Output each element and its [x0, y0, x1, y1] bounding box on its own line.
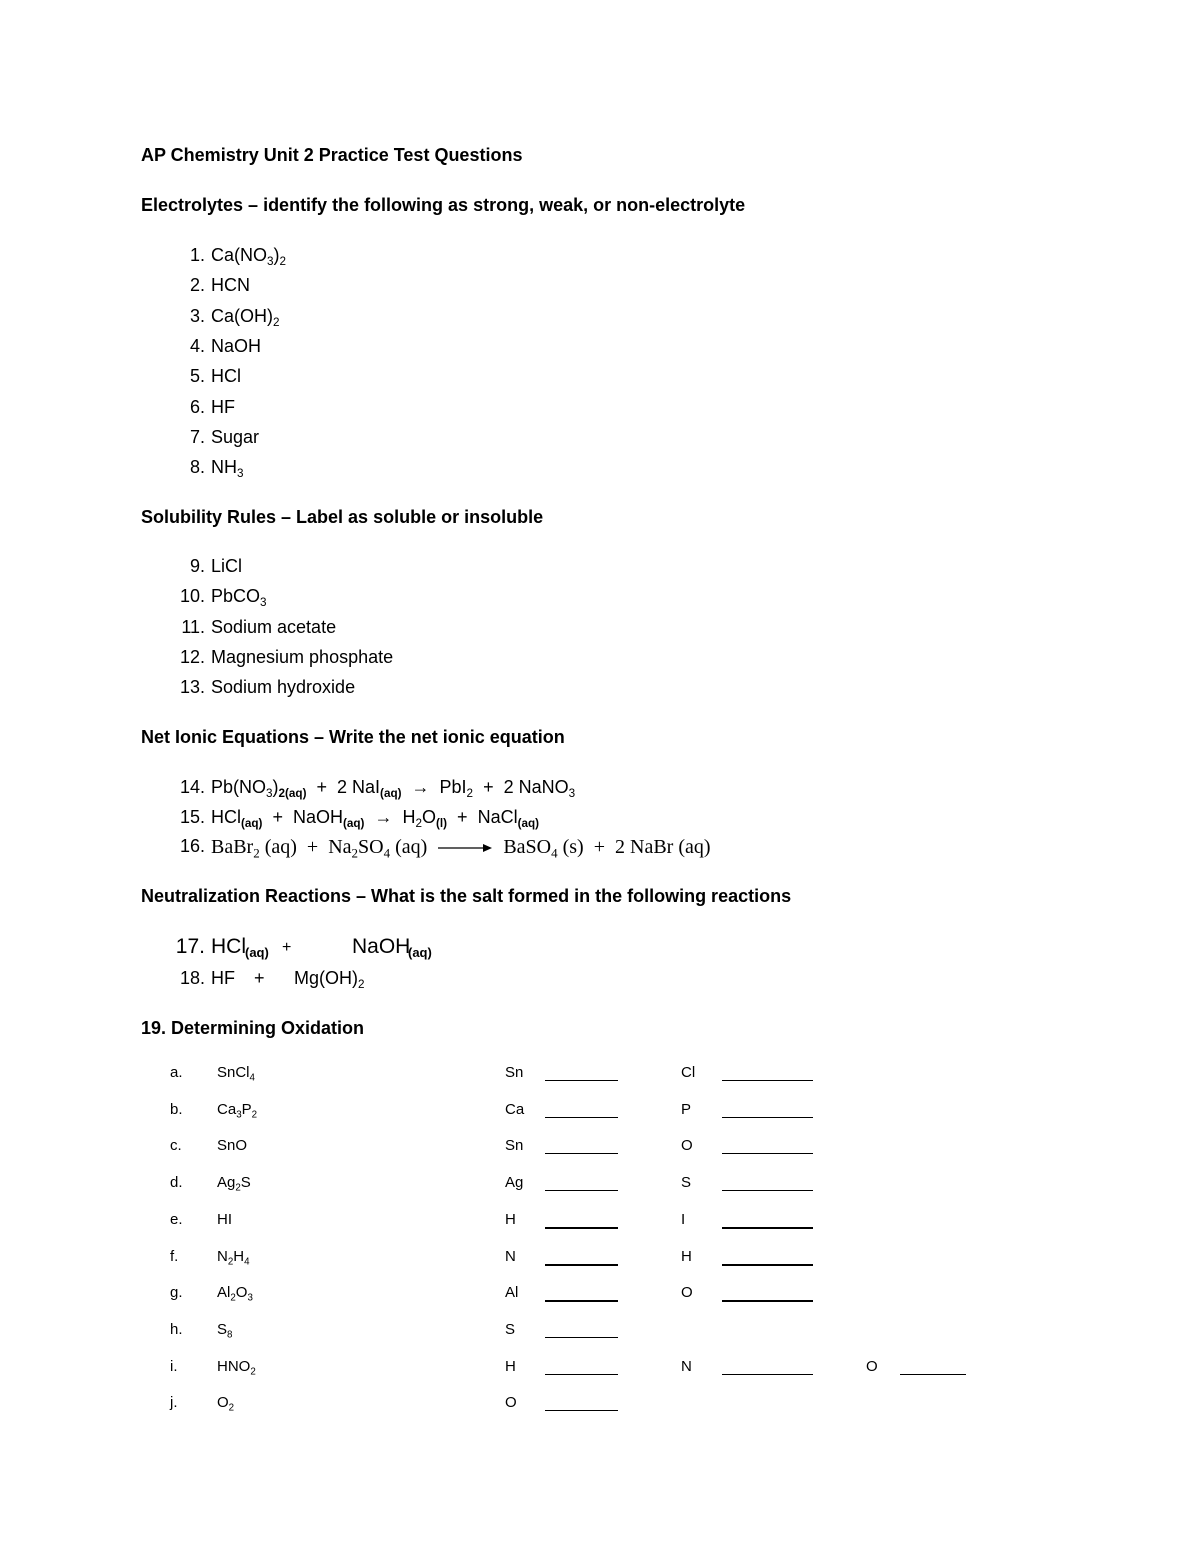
worksheet-page: AP Chemistry Unit 2 Practice Test Questions Electrolytes – identify the following as strong, weak, or non-electrolyte 1. $Ca(NO_3)_2$ 2. HCN 3. $Ca(OH)_2$ 4. NaOH 5. HCl 6. HF 7. Sugar 8. $NH_3$ Solubility Rules – Label as soluble or insoluble 9. LiCl 10. PbCO$_3$ 11. Sodium acetate 12. Magnesium phosphate 13. Sodium hydroxide Net Ionic Equations – Write the net ionic equation 14. $Pb(NO_3)_{2(aq)} + 2$ NaI$_{(aq)}$ → PbI$_2$ + 2 NaNO$_3$ 15. HCl$_{(aq)}$ + NaOH$_{(aq)}$ → $H_2O_{(l)}$ + NaCl$_{(aq)}$ 16. BaBr$_2$ $(aq) + Na_2SO_4$ (aq) BaSO$_4$ (s) + 2 NaBr (aq) Neutralization Reactions – What is the salt formed in the following reactions 17. HCl (aq) + NaOH (aq) 18. HF + $Mg(OH)_2$ 19. Determining Oxidation a. SnCl$_4$ Sn Cl b. $Ca_3P_2$ Ca P c. SnO Sn O d. $Ag_2S$ Ag S e. HI H I f. $N_2H_4$ N H g. $Al_2O_3$ Al O h. $S_8$ S i. $HNO_2$ H N O j. $O_2$ O [0, 0, 1200, 1553]
question-number: 5. [189, 366, 205, 387]
reaction-arrow-icon: → [374, 807, 393, 827]
answer-blank[interactable] [722, 1264, 813, 1266]
element-label: Ag [505, 1174, 524, 1192]
question-text: $NH_3$ [211, 457, 244, 481]
element-label: H [505, 1357, 516, 1375]
compound-formula: $Ag_2S$ [217, 1174, 251, 1194]
answer-blank[interactable] [722, 1227, 813, 1229]
compound-formula: $N_2H_4$ [217, 1247, 250, 1267]
question-text: $Ca(NO_3)_2$ [211, 245, 287, 269]
electrolytes-heading: Electrolytes – identify the following as strong, weak, or non-electrolyte [141, 195, 746, 215]
question-number: 2. [189, 275, 205, 296]
equation-14: $Pb(NO_3)_{2(aq)} + 2$ NaI$_{(aq)}$ → PbI$_2$ + 2 NaNO$_3$ [211, 777, 576, 801]
question-text: Sodium acetate [211, 616, 337, 637]
element-label: Ca [505, 1100, 525, 1118]
question-number: 8. [189, 457, 205, 478]
answer-blank[interactable] [545, 1153, 618, 1154]
element-label: S [505, 1320, 516, 1338]
answer-blank[interactable] [722, 1117, 813, 1118]
net-ionic-heading: Net Ionic Equations – Write the net ionic equation [141, 727, 565, 747]
answer-blank[interactable] [545, 1337, 618, 1338]
equation-15: HCl$_{(aq)}$ + NaOH$_{(aq)}$ → $H_2O_{(l)}$ + NaCl$_{(aq)}$ [211, 807, 540, 831]
element-label: H [505, 1210, 516, 1228]
row-letter: c. [170, 1137, 182, 1155]
answer-blank[interactable] [722, 1080, 813, 1081]
question-number: 10. [179, 586, 205, 607]
compound-formula: SnCl$_4$ [217, 1064, 255, 1084]
question-number: 13. [179, 677, 205, 698]
question-text: HCN [211, 275, 250, 296]
row-letter: f. [170, 1247, 179, 1265]
answer-blank[interactable] [545, 1080, 618, 1081]
question-number: 9. [189, 556, 205, 576]
element-label: O [866, 1357, 878, 1375]
answer-blank[interactable] [545, 1117, 618, 1118]
answer-blank[interactable] [545, 1264, 618, 1266]
row-letter: j. [170, 1394, 178, 1412]
question-text: HCl [211, 366, 241, 387]
element-label: Al [505, 1284, 519, 1302]
question-text: LiCl [211, 556, 243, 576]
answer-blank[interactable] [545, 1190, 618, 1191]
compound-formula: $HNO_2$ [217, 1357, 256, 1377]
question-number: 11. [181, 616, 205, 637]
equation-16: BaBr$_2$ $(aq) + Na_2SO_4$ (aq) BaSO$_4$ (s) + 2 NaBr (aq) [211, 836, 711, 861]
row-letter: d. [170, 1174, 183, 1192]
element-label: Sn [505, 1064, 524, 1081]
compound-formula: $S_8$ [217, 1320, 233, 1341]
reaction-arrow-icon: → [411, 777, 430, 797]
answer-blank[interactable] [545, 1300, 618, 1302]
answer-blank[interactable] [545, 1374, 618, 1375]
row-letter: h. [170, 1320, 183, 1338]
row-letter: a. [170, 1064, 183, 1081]
element-label: Sn [505, 1137, 524, 1155]
question-text: HF [211, 396, 235, 417]
row-letter: g. [170, 1284, 183, 1302]
question-number: 1. [189, 245, 205, 265]
answer-blank[interactable] [545, 1227, 618, 1229]
element-label: N [681, 1357, 692, 1375]
question-number: 6. [189, 396, 205, 417]
row-letter: b. [170, 1100, 183, 1118]
element-label: O [505, 1394, 517, 1412]
question-number: 3. [189, 305, 205, 326]
element-label: P [681, 1100, 692, 1118]
row-letter: e. [170, 1210, 183, 1228]
answer-blank[interactable] [722, 1153, 813, 1154]
element-label: O [681, 1137, 693, 1155]
element-label: I [681, 1210, 686, 1228]
element-label: O [681, 1284, 693, 1302]
compound-formula: SnO [217, 1137, 248, 1155]
question-text: Sodium hydroxide [211, 677, 356, 698]
page-title: AP Chemistry Unit 2 Practice Test Questions [141, 145, 523, 165]
element-label: S [681, 1174, 692, 1192]
compound-formula: $Al_2O_3$ [217, 1284, 253, 1304]
compound-formula: $Ca_3P_2$ [217, 1100, 258, 1121]
oxidation-heading: 19. Determining Oxidation [141, 1018, 365, 1038]
neutralization-heading: Neutralization Reactions – What is the salt formed in the following reactions [141, 886, 792, 906]
element-label: N [505, 1247, 516, 1265]
question-text: Magnesium phosphate [211, 646, 394, 667]
question-text: NaOH [211, 335, 262, 356]
answer-blank[interactable] [722, 1374, 813, 1375]
answer-blank[interactable] [545, 1410, 618, 1411]
question-text: PbCO$_3$ [211, 586, 267, 610]
answer-blank[interactable] [900, 1374, 966, 1375]
element-label: Cl [681, 1064, 696, 1081]
answer-blank[interactable] [722, 1300, 813, 1302]
question-number: 4. [189, 335, 205, 356]
compound-formula: HI [217, 1210, 232, 1228]
compound-formula: $O_2$ [217, 1394, 235, 1414]
answer-blank[interactable] [722, 1190, 813, 1191]
long-arrow-icon [437, 842, 493, 854]
question-number: 7. [189, 426, 205, 447]
row-letter: i. [170, 1357, 178, 1375]
element-label: H [681, 1247, 692, 1265]
question-text: $Ca(OH)_2$ [211, 305, 280, 329]
question-number: 12. [179, 646, 205, 667]
question-text: Sugar [211, 426, 260, 447]
solubility-heading: Solubility Rules – Label as soluble or insoluble [141, 507, 544, 527]
